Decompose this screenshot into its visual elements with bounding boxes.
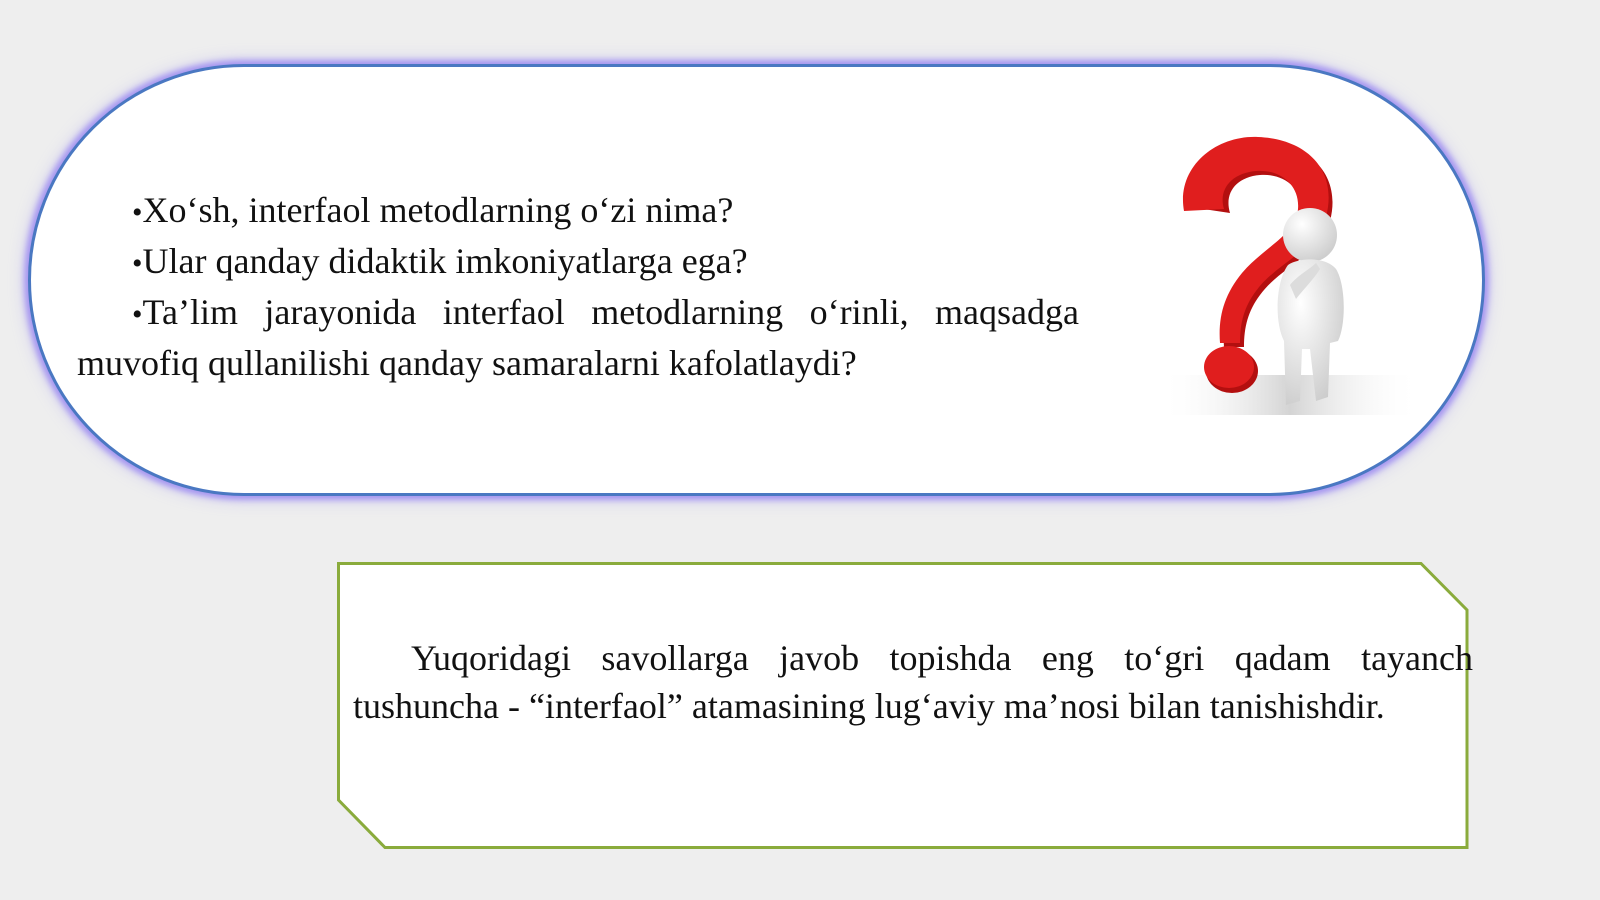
question-text-2: Ular qanday didaktik imkoniyatlarga ega? <box>142 241 748 281</box>
bullet-icon: • <box>132 196 143 229</box>
question-text-3: Ta’lim jarayonida interfaol metodlarning o‘rinli, maqsadga muvofiq qullanilishi qanday samaralarni kafolatlaydi? <box>77 292 1079 383</box>
question-item-1 <box>77 186 1079 237</box>
question-text-1: Xo‘sh, interfaol metodlarning o‘zi nima? <box>142 190 734 230</box>
question-mark-figure-icon <box>1160 135 1420 425</box>
bullet-icon: • <box>132 298 143 331</box>
question-item-2 <box>77 237 1079 288</box>
question-item-3 <box>77 288 1079 387</box>
answer-text: Yuqoridagi savollarga javob topishda eng to‘gri qadam tayanch tushuncha - “interfaol” atamasining lug‘aviy ma’nosi bilan tanishishdir. <box>353 638 1473 726</box>
bullet-icon: • <box>132 247 143 280</box>
questions-list <box>77 186 1079 387</box>
